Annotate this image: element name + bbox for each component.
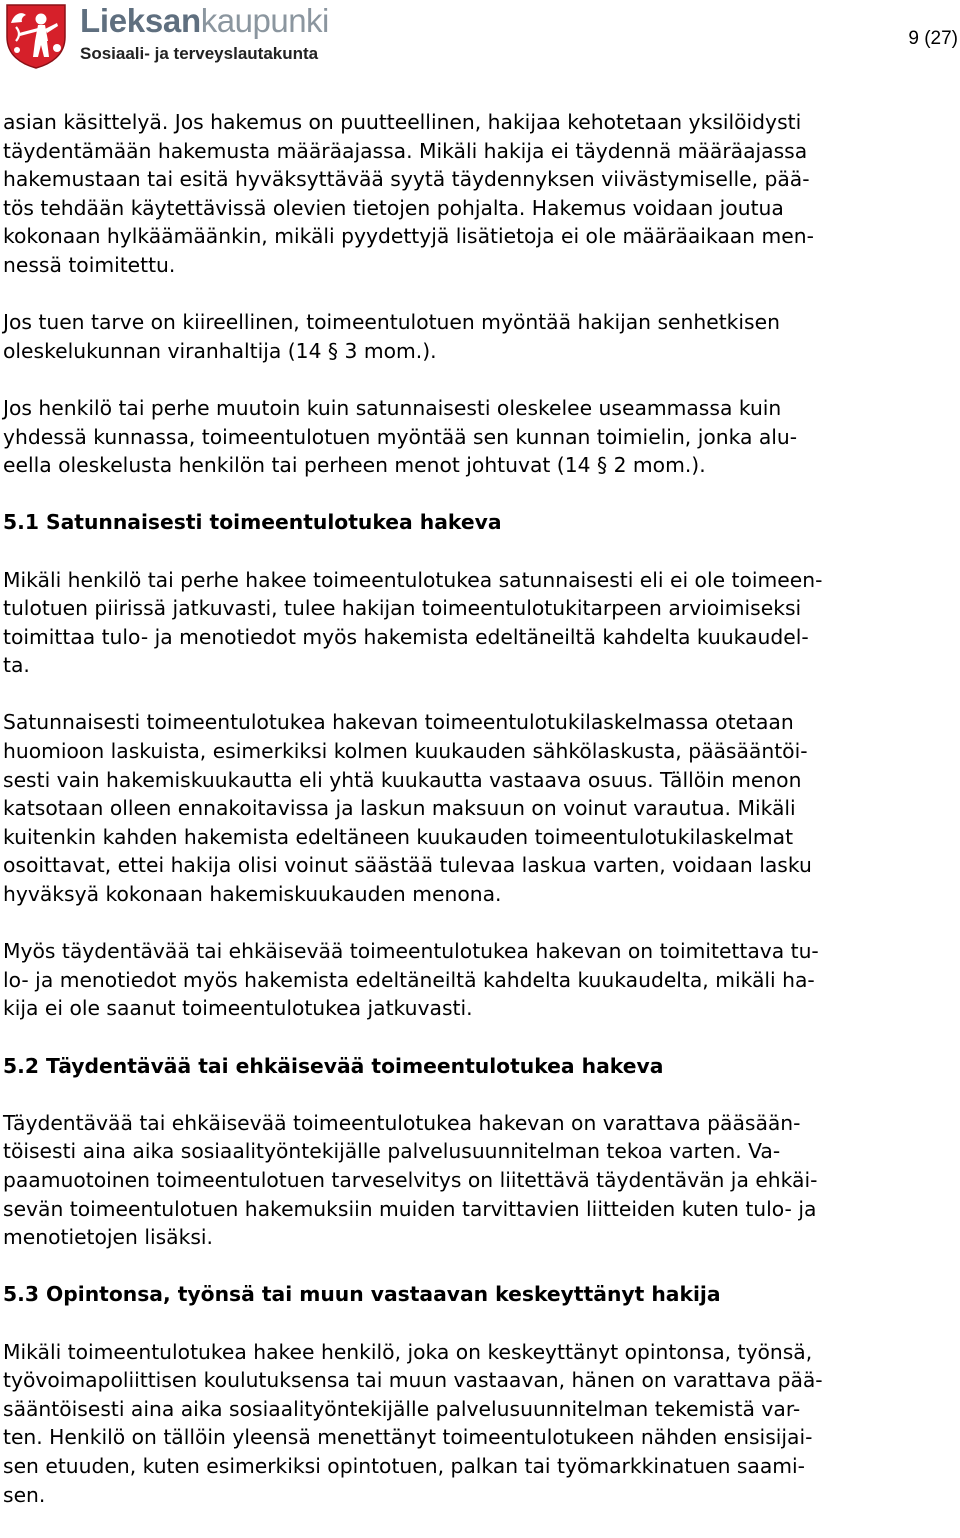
coat-of-arms-logo-icon (5, 3, 67, 69)
text-line: Jos tuen tarve on kiireellinen, toimeentulotuen myöntää hakijan senhetkisen (3, 310, 780, 335)
paragraph (3, 308, 958, 365)
paragraph (3, 394, 958, 480)
text-line: kija ei ole saanut toimeentulotukea jatkuvasti. (3, 996, 473, 1021)
text-line: huomioon laskuista, esimerkiksi kolmen kuukauden sähkölaskusta, pääsääntöi- (3, 739, 808, 764)
paragraph (3, 708, 958, 908)
document-body (3, 108, 958, 1538)
text-line: eella oleskelusta henkilön tai perheen menot johtuvat (14 § 2 mom.). (3, 453, 706, 478)
section-heading-5-3: 5.3 Opintonsa, työnsä tai muun vastaavan keskeyttänyt hakija (3, 1282, 721, 1307)
text-line: ten. Henkilö on tällöin yleensä menettänyt toimeentulotukeen nähden ensisijai- (3, 1425, 813, 1450)
department-name: Sosiaali- ja terveyslautakunta (80, 44, 319, 63)
section-heading-5-2: 5.2 Täydentävää tai ehkäisevää toimeentulotukea hakeva (3, 1053, 664, 1078)
text-line: yhdessä kunnassa, toimeentulotuen myöntää sen kunnan toimielin, jonka alu- (3, 424, 798, 449)
paragraph (3, 1109, 958, 1252)
text-line: Mikäli toimeentulotukea hakee henkilö, joka on keskeyttänyt opintonsa, työnsä, (3, 1339, 813, 1364)
text-line: osoittavat, ettei hakija olisi voinut säästää tulevaa laskua varten, voidaan lasku (3, 853, 812, 878)
text-line: täydentämään hakemusta määräajassa. Mikäli hakija ei täydennä määräajassa (3, 138, 808, 163)
logo-brand-name: Lieksan (80, 2, 201, 39)
text-line: töisesti aina aika sosiaalityöntekijälle palvelusuunnitelman tekoa varten. Va- (3, 1139, 781, 1164)
text-line: sen etuuden, kuten esimerkiksi opintotuen, palkan tai työmarkkinatuen saami- (3, 1453, 806, 1478)
text-line: paamuotoinen toimeentulotuen tarveselvitys on liitettävä täydentävän ja ehkäi- (3, 1167, 818, 1192)
text-line: kokonaan hylkäämäänkin, mikäli pyydettyjä lisätietoja ei ole määräaikaan men- (3, 224, 814, 249)
logo-wordmark (80, 1, 329, 41)
text-line: sen. (3, 1482, 46, 1507)
text-line: asian käsittelyä. Jos hakemus on puutteellinen, hakijaa kehotetaan yksilöidysti (3, 110, 802, 134)
paragraph (3, 108, 958, 280)
text-line: tös tehdään käytettävissä olevien tietojen pohjalta. Hakemus voidaan joutua (3, 195, 784, 220)
text-line: lo- ja menotiedot myös hakemista edeltäneiltä kahdelta kuukaudelta, mikäli ha- (3, 967, 815, 992)
logo-brand-sub: kaupunki (200, 2, 329, 39)
section-heading-5-1: 5.1 Satunnaisesti toimeentulotukea hakeva (3, 510, 502, 535)
paragraph (3, 566, 958, 680)
text-line: Jos henkilö tai perhe muutoin kuin satunnaisesti oleskelee useammassa kuin (3, 395, 782, 420)
text-line: Täydentävää tai ehkäisevää toimeentulotukea hakevan on varattava pääsään- (3, 1110, 801, 1135)
text-line: kuitenkin kahden hakemista edeltäneen kuukauden toimeentulotukilaskelmat (3, 824, 794, 849)
text-line: tulotuen piirissä jatkuvasti, tulee hakijan toimeentulotukitarpeen arvioimiseksi (3, 596, 802, 621)
text-line: ta. (3, 653, 30, 678)
page-number: 9 (27) (908, 28, 958, 49)
text-line: Satunnaisesti toimeentulotukea hakevan toimeentulotukilaskelmassa otetaan (3, 710, 794, 735)
page-header (0, 0, 960, 80)
paragraph (3, 937, 958, 1023)
text-line: toimittaa tulo- ja menotiedot myös hakemista edeltäneiltä kahdelta kuukaudel- (3, 624, 809, 649)
text-line: oleskelukunnan viranhaltija (14 § 3 mom.). (3, 338, 437, 363)
text-line: Mikäli henkilö tai perhe hakee toimeentulotukea satunnaisesti eli ei ole toimeen- (3, 567, 823, 592)
text-line: hakemustaan tai esitä hyväksyttävää syytä täydennyksen viivästymiselle, pää- (3, 167, 810, 192)
text-line: katsotaan olleen ennakoitavissa ja laskun maksuun on voinut varautua. Mikäli (3, 796, 796, 821)
text-line: menotietojen lisäksi. (3, 1225, 213, 1250)
text-line: Myös täydentävää tai ehkäisevää toimeentulotukea hakevan on toimitettava tu- (3, 939, 819, 964)
text-line: työvoimapoliittisen koulutuksensa tai muun vastaavan, hänen on varattava pää- (3, 1368, 823, 1393)
text-line: sääntöisesti aina aika sosiaalityöntekijälle palvelusuunnitelman tekemistä var- (3, 1396, 801, 1421)
text-line: sevän toimeentulotuen hakemuksiin muiden tarvittavien liitteiden kuten tulo- ja (3, 1196, 817, 1221)
text-line: sesti vain hakemiskuukautta eli yhtä kuukautta vastaava osuus. Tällöin menon (3, 767, 802, 792)
text-line: hyväksyä kokonaan hakemiskuukauden menona. (3, 882, 502, 907)
paragraph (3, 1338, 958, 1510)
text-line: nessä toimitettu. (3, 252, 176, 277)
